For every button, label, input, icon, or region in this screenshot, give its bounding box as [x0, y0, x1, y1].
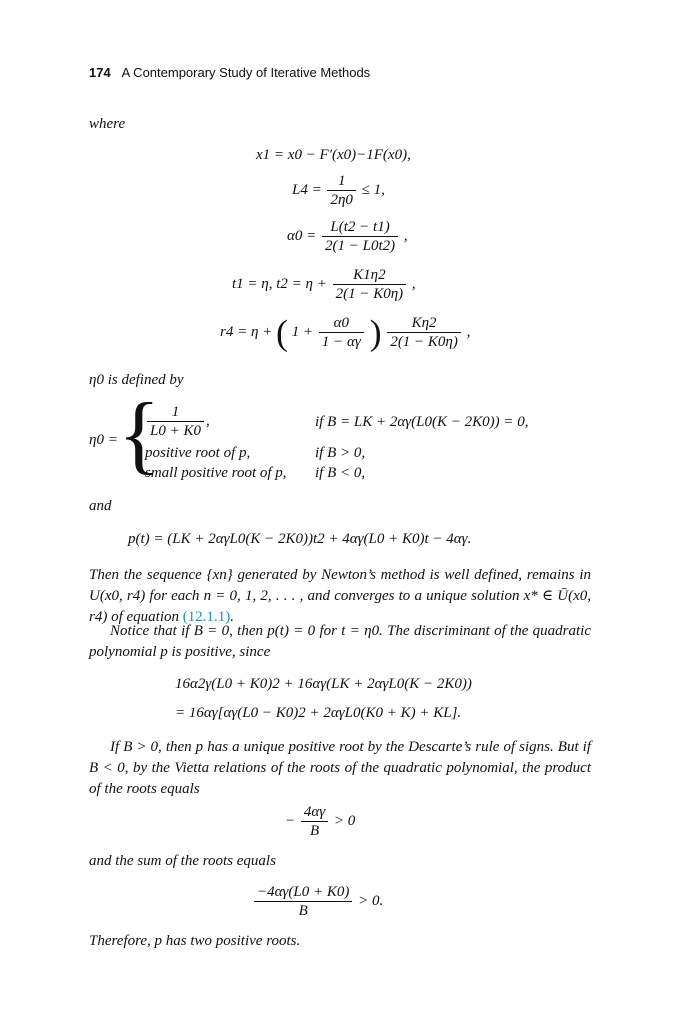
eq-alpha0 [287, 218, 408, 255]
eq-alpha0-lhs: α0 = [287, 227, 317, 244]
eq-sum-rhs: > 0. [358, 892, 384, 909]
page-number: 174 [89, 65, 111, 80]
eq-L4-num: 1 [337, 173, 346, 189]
eq-x1: x1 = x0 − F′(x0)−1F(x0), [256, 147, 411, 163]
eq-r4 [220, 314, 470, 351]
eq-t1-t2 [232, 266, 416, 303]
eq-t-num: K1η2 [353, 267, 386, 283]
eq-L4-frac [327, 172, 355, 209]
eq-L4 [292, 172, 385, 209]
eq-sum-frac [254, 883, 352, 920]
eq-discriminant-2: = 16αγ[αγ(L0 − K0)2 + 2αγL0(K0 + K) + KL]. [175, 705, 462, 721]
eq-L4-den: 2η0 [327, 190, 355, 209]
right-paren: ) [369, 312, 382, 353]
case1-den: L0 + K0 [147, 421, 204, 440]
eq-L4-lhs: L4 = [292, 181, 322, 198]
left-brace: { [118, 386, 161, 483]
case1-condition: if B = LK + 2αγ(L0(K − 2K0)) = 0, [315, 414, 529, 430]
then-end: . [230, 609, 234, 625]
eq-product-num: 4αγ [303, 804, 326, 820]
eq-sum [252, 883, 383, 920]
eq-eta0-lhs: η0 = [89, 432, 118, 448]
paragraph-notice: Notice that if B = 0, then p(t) = 0 for t = η0. The discriminant of the quadratic polynomial p is positive, since [89, 623, 591, 660]
eq-r4-frac1 [319, 314, 364, 351]
eq-r4-num1: α0 [333, 315, 350, 331]
eq-r4-frac2 [387, 314, 461, 351]
eq-alpha0-den: 2(1 − L0t2) [322, 236, 398, 255]
eq-product-frac [301, 803, 328, 840]
equation-link[interactable]: (12.1.1) [182, 609, 231, 625]
book-title: A Contemporary Study of Iterative Methods [121, 65, 371, 80]
eq-p-def: p(t) = (LK + 2αγL0(K − 2K0))t2 + 4αγ(L0 + K0)t − 4αγ. [128, 531, 472, 547]
paragraph-if-B: If B > 0, then p has a unique positive root by the Descarte’s rule of signs. But if B < 0, by the Vietta relations of the roots of the quadratic polynomial, the product of the roots equals [89, 739, 591, 797]
eq-product-minus: − [285, 812, 296, 829]
case3-condition: if B < 0, [315, 465, 366, 481]
eq-sum-num: −4αγ(L0 + K0) [257, 884, 350, 900]
eq-sum-den: B [254, 901, 352, 920]
eq-alpha0-rhs: , [403, 227, 408, 244]
eq-product-den: B [301, 821, 328, 840]
eq-product [285, 803, 355, 840]
eq-t-lhs: t1 = η, t2 = η + [232, 275, 327, 292]
eq-t-frac [333, 266, 407, 303]
eq-r4-den1: 1 − αγ [319, 332, 364, 351]
case1-frac [147, 403, 204, 440]
eq-r4-inner: 1 + [291, 323, 314, 340]
case1-num: 1 [171, 404, 180, 420]
where-label: where [89, 116, 126, 132]
eq-alpha0-num: L(t2 − t1) [330, 219, 390, 235]
case3-text: small positive root of p, [145, 465, 287, 481]
eq-r4-lhs: r4 = η + [220, 323, 273, 340]
running-header [89, 65, 370, 80]
eq-r4-den2: 2(1 − K0η) [387, 332, 461, 351]
eta-defined-label: η0 is defined by [89, 372, 184, 388]
case1-comma: , [205, 412, 210, 429]
eq-t-den: 2(1 − K0η) [333, 284, 407, 303]
eq-product-rhs: > 0 [333, 812, 356, 829]
eq-L4-rhs: ≤ 1, [361, 181, 385, 198]
eq-discriminant-1: 16α2γ(L0 + K0)2 + 16αγ(LK + 2αγL0(K − 2K0)) [175, 676, 472, 692]
case2-text: positive root of p, [145, 445, 251, 461]
case1-frac-wrap [145, 403, 210, 440]
eq-alpha0-frac [322, 218, 398, 255]
left-paren: ( [276, 312, 289, 353]
eq-r4-num2: Kη2 [411, 315, 437, 331]
and-label: and [89, 498, 112, 514]
eq-t-rhs: , [411, 275, 416, 292]
paragraph-then [89, 565, 591, 628]
case2-condition: if B > 0, [315, 445, 366, 461]
therefore-text: Therefore, p has two positive roots. [89, 933, 301, 949]
then-text: Then the sequence {xn} generated by Newton’s method is well defined, remains in U(x0, r4) for each n = 0, 1, 2, . . . , and converges to a unique solution x* ∈ Ū(x0, r4) of equation [89, 567, 591, 625]
sum-label: and the sum of the roots equals [89, 853, 276, 869]
eq-r4-rhs: , [466, 323, 471, 340]
